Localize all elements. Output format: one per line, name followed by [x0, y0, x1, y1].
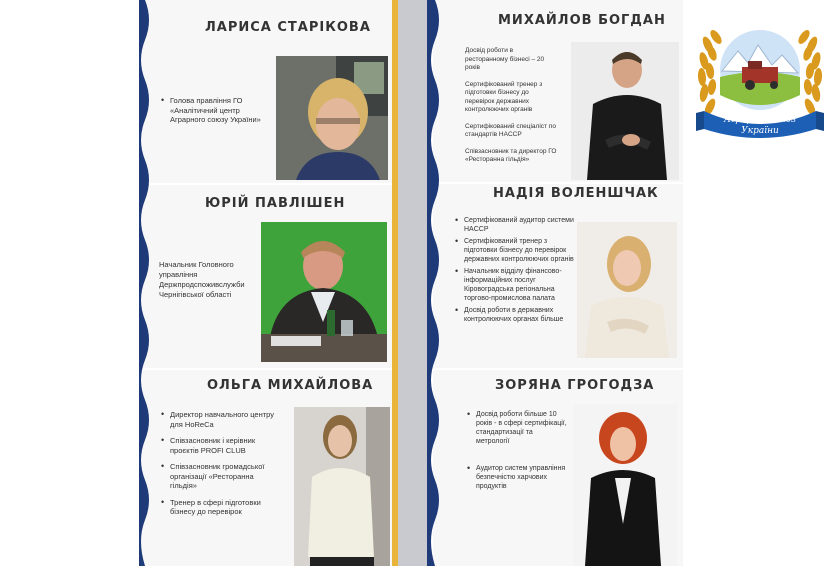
section-separator — [433, 368, 683, 370]
logo-ribbon-text-2: України — [741, 126, 779, 136]
profile-description — [465, 47, 557, 173]
profile-bullets — [161, 96, 271, 132]
bullet-item: • Сертифікований аудитор системи HACCP — [455, 216, 577, 234]
portrait-image — [571, 42, 679, 180]
profile-name: ОЛЬГА МИХАЙЛОВА — [207, 378, 374, 393]
bullet-item: • Голова правління ГО «Аналітичний центр Аграрного союзу України» — [161, 96, 271, 125]
portrait-image — [294, 407, 390, 566]
profile-name: МИХАЙЛОВ БОГДАН — [498, 13, 666, 28]
bullet-item: • Тренер в сфері підготовки бізнесу до перевірок — [161, 498, 281, 517]
profile-name: ЮРІЙ ПАВЛІШЕН — [205, 196, 346, 211]
bullet-item: • Досвід роботи більше 10 років - в сфері сертифікації, стандартизації та метрології — [467, 410, 567, 446]
description-line: Досвід роботи в ресторанному бізнесі – 20 років — [465, 47, 545, 71]
bullet-item: • Начальник відділу фінансово-інформаційних послуг Кіровоградська регіональна торгово-промислова палата — [455, 267, 577, 303]
right-column-panel — [433, 0, 683, 566]
right-wave-border — [427, 0, 445, 566]
logo-emblem — [690, 15, 830, 145]
portrait-image — [577, 222, 677, 358]
bullet-item: • Директор навчального центру для HoReCa — [161, 410, 281, 429]
section-separator — [139, 183, 401, 185]
profile-bullets — [455, 216, 577, 327]
portrait-photo — [261, 222, 387, 362]
left-wave-border — [139, 0, 155, 566]
bullet-item: • Досвід роботи в державних контролюючих органах більше — [455, 306, 577, 324]
profile-name: НАДІЯ ВОЛЕНШЧАК — [493, 186, 659, 201]
logo-ribbon-text-1: Аграрний союз — [724, 115, 796, 125]
profile-description: Начальник Головного управління Держпродспоживслужби Чернігівської області — [159, 260, 245, 299]
bullet-item: • Співзасновник і керівник проєктів PROFI CLUB — [161, 436, 281, 455]
left-column-panel — [139, 0, 401, 566]
portrait-photo — [571, 42, 679, 180]
agrarian-union-logo — [690, 15, 830, 145]
portrait-photo — [577, 222, 677, 358]
description-line: Сертифікований тренер з підготовки бізнесу до перевірок державних контролюючих органів — [465, 80, 543, 113]
portrait-image — [261, 222, 387, 362]
section-separator — [433, 182, 683, 184]
portrait-image — [573, 404, 677, 566]
profile-name: ЛАРИСА СТАРІКОВА — [205, 20, 371, 35]
bullet-item: • Сертифікований тренер з підготовки бізнесу до перевірок державних контролюючих органів — [455, 237, 577, 264]
description-line: Сертифікований спеціаліст по стандартів HACCP — [465, 122, 556, 138]
bullet-item: • Аудитор систем управління безпечністю харчових продуктів — [467, 464, 567, 491]
portrait-photo — [294, 407, 390, 566]
portrait-photo — [573, 404, 677, 566]
gray-divider — [398, 0, 428, 566]
section-separator — [139, 368, 401, 370]
portrait-photo — [276, 56, 388, 180]
profile-bullets — [467, 410, 567, 498]
bullet-item: • Співзасновник громадської організації «Ресторанна гільдія» — [161, 462, 281, 491]
description-line: Співзасновник та директор ГО «Ресторанна гільдія» — [465, 147, 557, 163]
profile-name: ЗОРЯНА ГРОГОДЗА — [495, 378, 655, 393]
portrait-image — [276, 56, 388, 180]
profile-bullets — [161, 410, 281, 524]
